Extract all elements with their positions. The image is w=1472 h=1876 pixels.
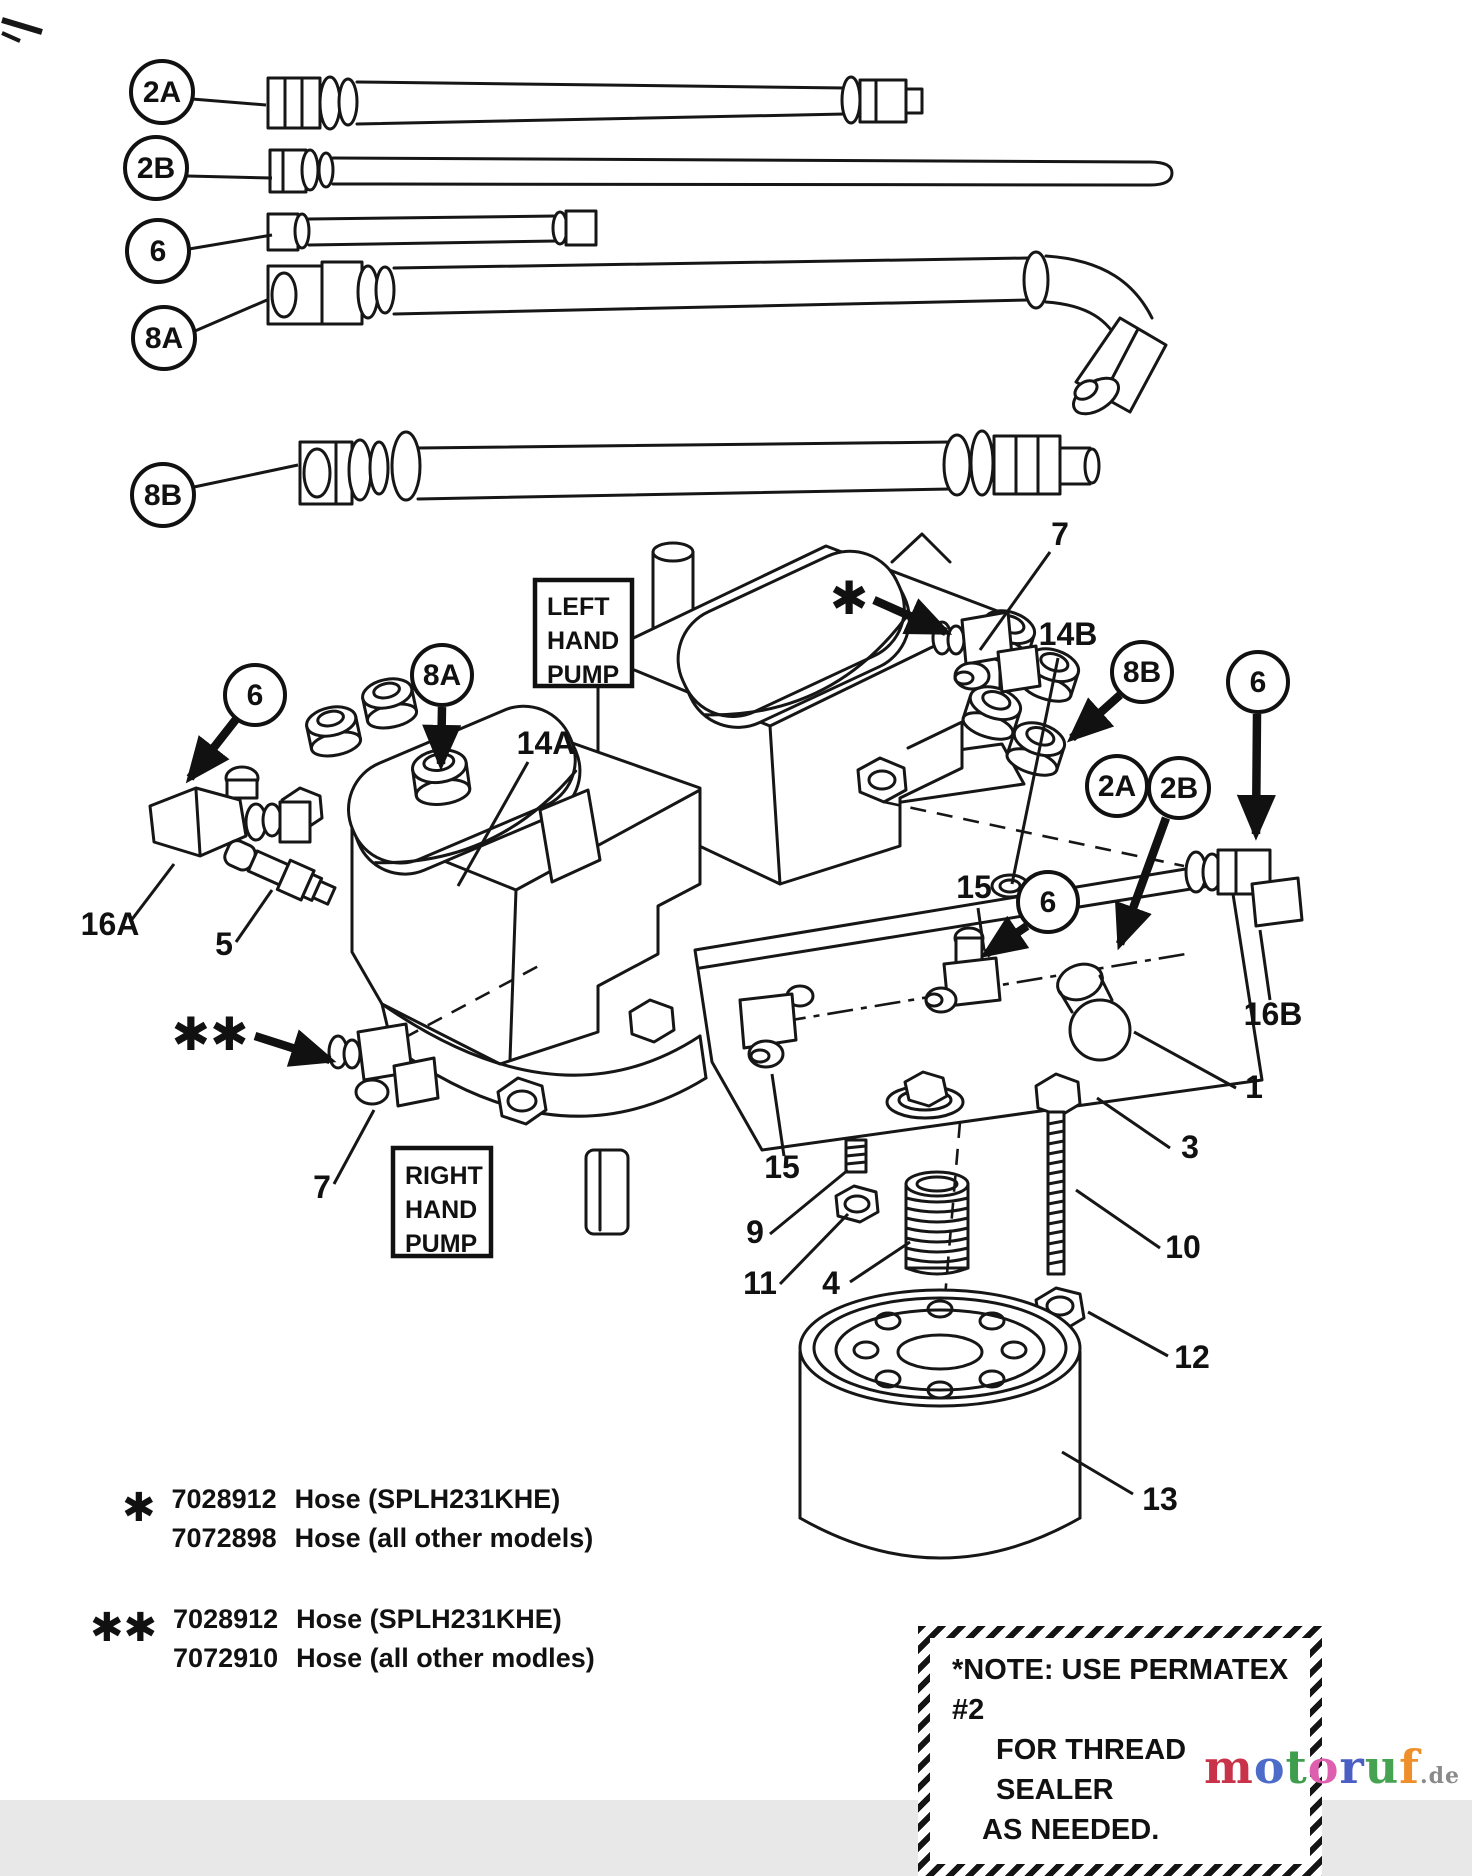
part-number: 7028912: [171, 1484, 277, 1514]
callout-hose-2A: [131, 61, 193, 123]
label-10: 10: [1165, 1229, 1201, 1265]
motoruf-watermark[interactable]: [1204, 1740, 1460, 1794]
svg-text:2B: 2B: [1159, 772, 1199, 805]
svg-text:6: 6: [1039, 886, 1057, 919]
svg-text:8B: 8B: [1122, 656, 1162, 689]
part-description: Hose (SPLH231KHE): [294, 1484, 561, 1514]
svg-text:HAND: HAND: [547, 627, 620, 655]
part-description: Hose (all other modles): [296, 1643, 595, 1673]
callout-hose-8B: [132, 464, 194, 526]
logo-letter: t: [1285, 1740, 1308, 1794]
note-line: FOR THREAD SEALER: [996, 1734, 1187, 1807]
callout-fitting-6-left: [225, 665, 285, 725]
footnote-row: [172, 1523, 594, 1554]
hose-8B: [300, 431, 1099, 504]
double-asterisk-marker: ✱✱: [171, 1007, 249, 1061]
footnote-double-asterisk: [90, 1604, 595, 1674]
nipple-4: [906, 1172, 968, 1274]
svg-text:LEFT: LEFT: [547, 593, 610, 621]
svg-text:8B: 8B: [143, 479, 183, 512]
nut-11: [836, 1186, 878, 1222]
footnote-marker: ✱: [122, 1485, 156, 1531]
callout-hose-8A: [133, 307, 195, 369]
logo-letter: o: [1307, 1740, 1340, 1794]
logo-letter: f: [1399, 1740, 1420, 1794]
callout-fitting-6-right: [1228, 652, 1288, 712]
hose-2A: [268, 77, 922, 129]
label-3: 3: [1181, 1129, 1199, 1165]
callout-fitting-6-mid: [1018, 872, 1078, 932]
part-number: 7072898: [171, 1523, 277, 1553]
callout-fitting-8B: [1112, 642, 1172, 702]
label-4: 4: [822, 1265, 840, 1301]
right-hand-pump-box: [393, 1148, 491, 1258]
callout-fitting-2A: [1087, 756, 1147, 816]
footnote-row: [173, 1604, 595, 1635]
fitting-5: [221, 835, 338, 911]
svg-text:2A: 2A: [1097, 770, 1137, 803]
label-16A: 16A: [80, 906, 140, 942]
callout-hose-6: [127, 220, 189, 282]
label-14A: 14A: [516, 725, 576, 761]
callout-fitting-2B: [1149, 758, 1209, 818]
part-description: Hose (all other models): [294, 1523, 594, 1553]
svg-text:RIGHT: RIGHT: [405, 1162, 483, 1190]
logo-letter: u: [1364, 1740, 1400, 1794]
logo-letter: r: [1339, 1740, 1365, 1794]
logo-letter: o: [1253, 1740, 1286, 1794]
callout-fitting-8A: [412, 645, 472, 705]
scan-artifact: [2, 20, 42, 41]
note-line: *NOTE: USE PERMATEX #2: [952, 1654, 1289, 1727]
label-14B: 14B: [1038, 616, 1098, 652]
hose-2B: [270, 150, 1172, 192]
label-11: 11: [743, 1265, 777, 1301]
svg-text:PUMP: PUMP: [547, 661, 620, 689]
svg-text:HAND: HAND: [405, 1196, 478, 1224]
oil-filter: [800, 1290, 1080, 1558]
label-7-bottom: 7: [313, 1169, 331, 1205]
port-cap: [304, 703, 363, 760]
svg-text:6: 6: [246, 679, 264, 712]
svg-text:2A: 2A: [142, 76, 182, 109]
label-9: 9: [746, 1214, 764, 1250]
label-12: 12: [1174, 1339, 1210, 1375]
footnote-row: [172, 1484, 594, 1515]
label-15-left: 15: [764, 1149, 800, 1185]
part-number: 7072910: [173, 1643, 279, 1673]
hose-6: [268, 211, 596, 250]
svg-text:8A: 8A: [422, 659, 462, 692]
logo-suffix: .de: [1419, 1763, 1460, 1789]
label-7-top: 7: [1051, 516, 1069, 552]
hose-8A: [268, 252, 1166, 421]
port-cap: [360, 675, 419, 732]
label-16B: 16B: [1243, 996, 1303, 1032]
svg-text:PUMP: PUMP: [405, 1230, 478, 1258]
fitting-7-bottom: [329, 1024, 438, 1106]
svg-text:2B: 2B: [136, 152, 176, 185]
callout-hose-2B: [125, 137, 187, 199]
left-hand-pump-box: [535, 580, 632, 689]
label-5: 5: [215, 926, 233, 962]
label-1: 1: [1245, 1069, 1263, 1105]
asterisk-marker: ✱: [829, 571, 869, 625]
footnote-marker: ✱✱: [90, 1605, 158, 1651]
svg-text:6: 6: [1249, 666, 1267, 699]
stud-9: [846, 1140, 866, 1172]
footnote-single-asterisk: [122, 1484, 593, 1554]
svg-text:8A: 8A: [144, 322, 184, 355]
label-15-right: 15: [956, 869, 992, 905]
part-number: 7028912: [173, 1604, 279, 1634]
label-13: 13: [1142, 1481, 1178, 1517]
note-line: AS NEEDED.: [982, 1814, 1160, 1847]
bolt-10: [1036, 1074, 1080, 1274]
footnote-row: [173, 1643, 595, 1674]
logo-letter: m: [1204, 1740, 1254, 1794]
part-description: Hose (SPLH231KHE): [296, 1604, 562, 1634]
svg-text:6: 6: [149, 235, 167, 268]
